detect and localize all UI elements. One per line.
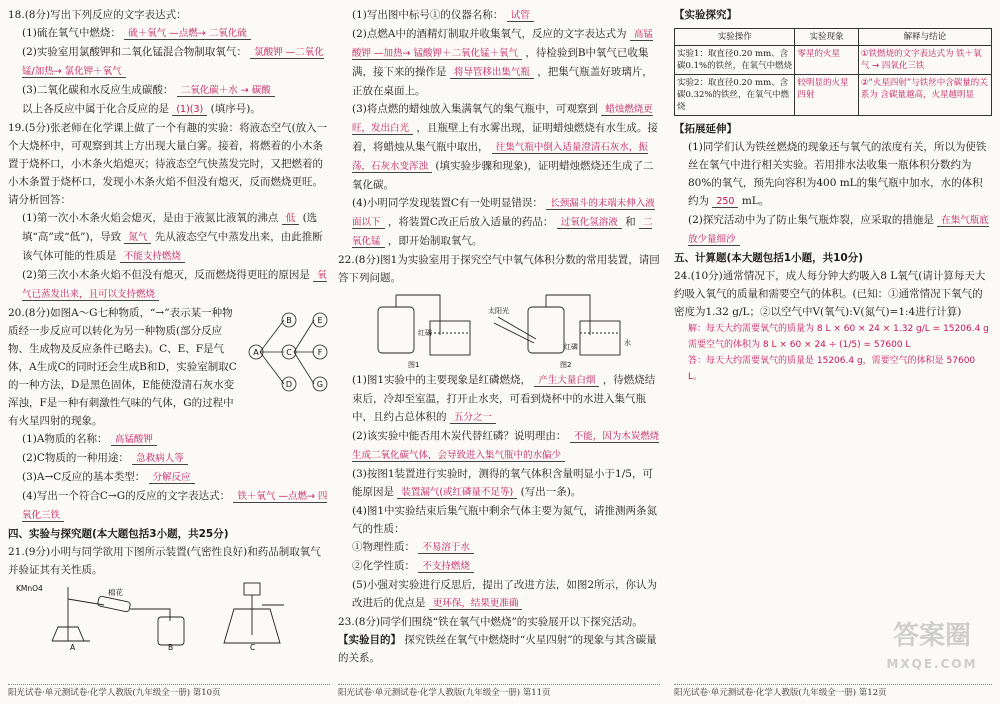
q22-4: (4)图1中实验结束后集气瓶中剩余气体主要为氮气，请推测两条氮气的性质： bbox=[352, 505, 658, 535]
q23-goal-text: 探究铁丝在氧气中燃烧时“火星四射”的现象与其含碳量的关系。 bbox=[338, 634, 657, 664]
q22-5-answer: 更环保，结果更准确 bbox=[429, 598, 523, 610]
q21-2-mid: ，待检验到B中氧气已收集满，接下来的操作是 bbox=[352, 47, 649, 78]
label-kmno4: KMnO4 bbox=[16, 584, 43, 593]
q22-apparatus-svg bbox=[338, 287, 658, 371]
table-cell-operation: 实验2：取直径0.20 mm、含碳0.32%的铁丝，在氧气中燃烧 bbox=[675, 75, 795, 116]
q20-diagram bbox=[246, 304, 330, 402]
page-11 bbox=[338, 6, 660, 676]
table-cell-phenomenon: 零星的火星 bbox=[795, 46, 858, 75]
q21-4-answer: 长颈漏斗的末端未伸入液面以下 bbox=[352, 198, 655, 228]
table-cell-operation: 实验1：取直径0.20 mm、含碳0.1%的铁丝，在氧气中燃烧 bbox=[675, 46, 795, 75]
q22-4b-text: ②化学性质： bbox=[352, 560, 415, 572]
q18-4-text: 以上各反应中属于化合反应的是 bbox=[22, 103, 169, 115]
section-4-title: 四、实验与探究题(本大题包括3小题，共25分) bbox=[8, 528, 229, 540]
q20-2-answer: 急救病人等 bbox=[132, 453, 188, 465]
node-b-label: B bbox=[286, 316, 292, 325]
q18-1-text: (1)硫在氧气中燃烧： bbox=[22, 27, 121, 39]
q21-3-post: (填实验步骤和现象)，证明蜡烛燃烧还生成了二氧化碳。 bbox=[352, 160, 654, 191]
q20-4-answer: 铁＋氧气 —点燃→ 四氧化三铁 bbox=[22, 491, 328, 521]
q19-1 bbox=[8, 209, 330, 266]
q18-4-answer: (1)(3) bbox=[172, 104, 207, 116]
q21-3 bbox=[338, 100, 660, 194]
q21-3-text: (3)将点燃的蜡烛放入集满氧气的集气瓶中，可观察到 bbox=[352, 103, 598, 115]
q22-4a-answer: 不易溶于水 bbox=[418, 542, 474, 554]
label-c: C bbox=[250, 643, 256, 651]
q22-2-answer: 不能，因为木炭燃烧生成二氧化碳气体，会导致进入集气瓶中的水偏少 bbox=[352, 431, 660, 461]
q18-2 bbox=[8, 43, 330, 81]
explore-heading: 【实验探究】 bbox=[674, 9, 737, 21]
q22-3-answer: 装置漏气(或红磷量不足等) bbox=[397, 487, 517, 499]
q19-1-answer: 低 bbox=[282, 213, 300, 225]
q24-calc-1: 解：每天大约需要氧气的质量为 8 L × 60 × 24 × 1.32 g/L = 15206.4 g bbox=[688, 324, 989, 334]
q22-5 bbox=[338, 576, 660, 613]
q21-2-post: ，把集气瓶盖好玻璃片，正放在桌面上。 bbox=[352, 66, 653, 97]
q21-apparatus-figure bbox=[8, 579, 330, 651]
q18-1-answer: 硫＋氧气 —点燃→ 二氧化硫 bbox=[124, 28, 251, 40]
q19-1-text: (1)第一次小木条火焰会熄灭，是由于液氮比液氧的沸点 bbox=[22, 212, 279, 224]
q19-1-mid: (选填“高”或“低”)，导致 bbox=[22, 212, 318, 243]
q22-1-post: ，待燃烧结束后，冷却至室温，打开止水夹，可看到烧杯中的水进入集气瓶中，且约占总体积的 bbox=[352, 374, 656, 423]
fig1-caption: 图1 bbox=[408, 361, 420, 369]
q22-3 bbox=[338, 465, 660, 502]
fig2-label-phosphorus: 红磷 bbox=[564, 343, 578, 351]
q21-3-answer: 蜡烛燃烧更旺，发出白光 bbox=[352, 104, 653, 134]
q23-goal bbox=[338, 631, 660, 667]
q24-calc-3: 答：每天大约需要氧气的质量是 15206.4 g，需要空气的体积是 57600 L。 bbox=[688, 356, 976, 382]
table-cell-conclusion: ②“火星四射”与铁丝中含碳量的关系为 含碳量越高，火星越明显 bbox=[858, 75, 991, 116]
fig2-caption: 图2 bbox=[560, 361, 572, 369]
q20-4-text: (4)写出一个符合C→G的反应的文字表达式： bbox=[22, 490, 231, 502]
q20-3-answer: 分解反应 bbox=[149, 472, 195, 484]
q21-2-answer2: 将导管移出集气瓶 bbox=[450, 67, 534, 79]
table-header-row bbox=[675, 29, 992, 46]
table-cell-phenomenon: 较明显的火星四射 bbox=[795, 75, 858, 116]
q20-3 bbox=[8, 468, 330, 487]
q19-2-text: (2)第三次小木条火焰不但没有熄灭，反而燃烧得更旺的原因是 bbox=[22, 269, 310, 281]
node-g-label: G bbox=[316, 380, 324, 389]
q22-4a-text: ①物理性质： bbox=[352, 541, 415, 553]
extend-2 bbox=[674, 211, 992, 249]
watermark-text: 答案圈 bbox=[892, 621, 971, 651]
q22-4b-answer: 不支持燃烧 bbox=[418, 561, 474, 573]
q22-1 bbox=[338, 371, 660, 427]
q19-title: 19.(5分)张老师在化学课上做了一个有趣的实验：将液态空气(放入一个大烧杯中，可观察到其上方出现大量白雾。接着，将燃着的小木条置于烧杯口，小木条火焰熄灭；待液态空气快蒸发完时，又把燃着的小木条置于烧杯口，发现小木条火焰不但没有熄灭，反而燃烧更旺。请分析回答： bbox=[8, 122, 328, 206]
q20-3-text: (3)A→C反应的基本类型： bbox=[22, 471, 146, 483]
node-c-label: C bbox=[286, 348, 292, 357]
table-row bbox=[675, 46, 992, 75]
q20-block bbox=[8, 304, 330, 430]
footer-page-11: 阳光试卷·单元测试卷·化学人教版(九年级全一册) 第11页 bbox=[338, 684, 660, 698]
q22-2 bbox=[338, 427, 660, 465]
q21-4-text: (4)小明同学发现装置C有一处明显错误： bbox=[352, 197, 543, 209]
q22-3-post: (写出一条)。 bbox=[520, 486, 582, 498]
q19-1-post: 先从液态空气中蒸发出来，由此推断该气体可能的性质是 bbox=[22, 231, 323, 262]
fig2-label-water: 水 bbox=[624, 339, 631, 347]
q20-4 bbox=[8, 487, 330, 525]
extend-heading: 【拓展延伸】 bbox=[674, 123, 737, 135]
q21-1 bbox=[338, 6, 660, 25]
extend-2-answer: 在集气瓶底放少量细沙 bbox=[688, 215, 989, 245]
q18-2-text: (2)实验室用氯酸钾和二氧化锰混合物制取氧气： bbox=[22, 46, 247, 58]
q22-figures bbox=[338, 287, 660, 371]
extend-1-text: (1)同学们认为铁丝燃烧的现象还与氧气的浓度有关，所以为使铁丝在氧气中进行相关实验。若用排水法收集一瓶体积分数约为80%的氧气，预先向容积为400 mL的集气瓶中加水，水的体积约为 bbox=[688, 141, 987, 207]
q23-goal-label: 【实验目的】 bbox=[338, 634, 401, 646]
node-e-label: E bbox=[317, 316, 323, 325]
q18-3 bbox=[8, 81, 330, 100]
q22-1-text: (1)图1实验中的主要现象是红磷燃烧， bbox=[352, 374, 532, 386]
q24-calc-2: 需要空气的体积为 8 L × 60 × 24 ÷ (1/5) = 57600 L bbox=[688, 340, 911, 350]
q21-3-mid: ，且瓶壁上有水雾出现，证明蜡烛燃烧有水生成。接着，将蜡烛从集气瓶中取出， bbox=[352, 122, 658, 153]
label-a: A bbox=[70, 643, 76, 651]
q20-1-text: (1)A物质的名称： bbox=[22, 433, 108, 445]
table-row bbox=[675, 75, 992, 116]
extend-1-answer: 250 bbox=[712, 196, 738, 208]
q18-3-answer: 二氧化碳＋水 → 碳酸 bbox=[177, 85, 275, 97]
q22-4a bbox=[338, 538, 660, 557]
q20-title: 20.(8分)如图A～G七种物质，“→”表示某一种物质经一步反应可以转化为另一种物质(部分反应物、生成物及反应条件已略去)。C、E、F是气体，A生成C的同时还会生成B和D，实验室制取C的一种方法，D是黑色固体，E能使澄清石灰水变浑浊，F是一种有刺激性气味的气体，G的过程中有火星四射的现象。 bbox=[8, 307, 237, 427]
q21-2-text: (2)点燃A中的酒精灯制取并收集氧气，反应的文字表达式为 bbox=[352, 28, 627, 40]
page-10 bbox=[8, 6, 330, 676]
q18-title: 18.(8分)写出下列反应的文字表达式： bbox=[8, 9, 187, 21]
q20-1 bbox=[8, 430, 330, 449]
extend-2-text: (2)探究活动中为了防止集气瓶炸裂，应采取的措施是 bbox=[688, 214, 934, 226]
q21-4-answer2: 过氧化氢溶液 bbox=[557, 217, 622, 229]
q18-3-text: (3)二氧化碳和水反应生成碳酸： bbox=[22, 84, 174, 96]
q24-title: 24.(10分)通常情况下，成人每分钟大约吸入8 L氧气(请计算每天大约吸入氧气的质量和需要空气的体积。(已知：①通常情况下氧气的密度为1.32 g/L；②以空气中V(氧气):V(氮气)=1:4进行计算) bbox=[674, 270, 986, 318]
q22-1-answer: 产生大量白烟 bbox=[534, 375, 599, 387]
q22-3-text: (3)按图1装置进行实验时，测得的氧气体积含量明显小于1/5，可能原因是 bbox=[352, 468, 653, 498]
q19-2-answer: 氧气已蒸发出来，且可以支持燃烧 bbox=[22, 270, 327, 300]
section-5-title: 五、计算题(本大题包括1小题，共10分) bbox=[674, 252, 864, 264]
node-a-label: A bbox=[253, 348, 259, 357]
q20-1-answer: 高锰酸钾 bbox=[111, 434, 157, 446]
label-cotton: 棉花 bbox=[108, 588, 123, 597]
q22-title: 22.(8分)图1为实验室用于探究空气中氧气体积分数的常用装置，请回答下列问题。 bbox=[338, 254, 660, 284]
q18-4-post: (填序号)。 bbox=[210, 103, 261, 115]
q20-2 bbox=[8, 449, 330, 468]
q22-5-text: (5)小强对实验进行反思后，提出了改进方法，如图2所示，你认为改进后的优点是 bbox=[352, 579, 658, 609]
q18-2-answer: 氯酸钾 —二氧化锰/加热→ 氯化钾＋氧气 bbox=[22, 47, 324, 77]
q19-2 bbox=[8, 266, 330, 304]
fig1-label-phosphorus: 红磷 bbox=[418, 329, 432, 337]
page-12 bbox=[674, 6, 992, 676]
table-header-operation: 实验操作 bbox=[675, 29, 795, 46]
q21-3-answer2: 往集气瓶中倒入适量澄清石灰水，振荡，石灰水变浑浊 bbox=[352, 142, 648, 172]
table-header-conclusion: 解释与结论 bbox=[858, 29, 991, 46]
q21-4-mid2: 和 bbox=[625, 216, 636, 228]
label-b: B bbox=[168, 643, 174, 651]
node-d-label: D bbox=[285, 380, 293, 389]
q22-1-answer2: 五分之一 bbox=[450, 412, 496, 424]
q22-2-text: (2)该实验中能否用木炭代替红磷？说明理由： bbox=[352, 430, 567, 442]
q21-4 bbox=[338, 194, 660, 251]
q18-1 bbox=[8, 24, 330, 43]
q23-title: 23.(8分)同学们围绕“铁在氧气中燃烧”的实验展开以下探究活动。 bbox=[338, 616, 643, 628]
q22-4b bbox=[338, 557, 660, 576]
q19-1-answer3: 不能支持燃烧 bbox=[120, 251, 185, 263]
table-header-phenomenon: 实验现象 bbox=[795, 29, 858, 46]
experiment-table bbox=[674, 28, 992, 116]
footer-page-10: 阳光试卷·单元测试卷·化学人教版(九年级全一册) 第10页 bbox=[8, 684, 330, 698]
q21-1-answer: 试管 bbox=[507, 10, 534, 22]
q21-title: 21.(9分)小明与同学欲用下图所示装置(气密性良好)和药品制取氧气并验证其有关性质。 bbox=[8, 546, 321, 576]
fig2-label-sunlight: 太阳光 bbox=[488, 307, 509, 315]
q21-2 bbox=[338, 25, 660, 100]
q21-1-text: (1)写出图中标号①的仪器名称： bbox=[352, 9, 504, 21]
extend-1-post: mL。 bbox=[741, 195, 770, 207]
q21-4-post: ，即开始制取氧气。 bbox=[387, 235, 483, 247]
q18-4 bbox=[8, 100, 330, 119]
table-cell-conclusion: ①铁燃烧的文字表达式为 铁＋氧气 → 四氧化三铁 bbox=[858, 46, 991, 75]
footer-page-12: 阳光试卷·单元测试卷·化学人教版(九年级全一册) 第12页 bbox=[674, 684, 992, 698]
q21-4-mid: ，将装置C改正后放入适量的药品： bbox=[387, 216, 554, 228]
q20-2-text: (2)C物质的一种用途： bbox=[22, 452, 129, 464]
q21-4-answer3: 二氧化锰 bbox=[352, 217, 653, 247]
watermark-domain: MXQE.COM bbox=[886, 657, 978, 671]
node-f-label: F bbox=[317, 348, 323, 357]
watermark-logo bbox=[872, 622, 992, 682]
q19-1-answer2: 氮气 bbox=[124, 232, 151, 244]
extend-1 bbox=[674, 138, 992, 211]
apparatus-svg bbox=[8, 579, 328, 651]
q21-2-answer: 高锰酸钾 —加热→ 锰酸钾＋二氧化锰＋氧气 bbox=[352, 29, 653, 59]
